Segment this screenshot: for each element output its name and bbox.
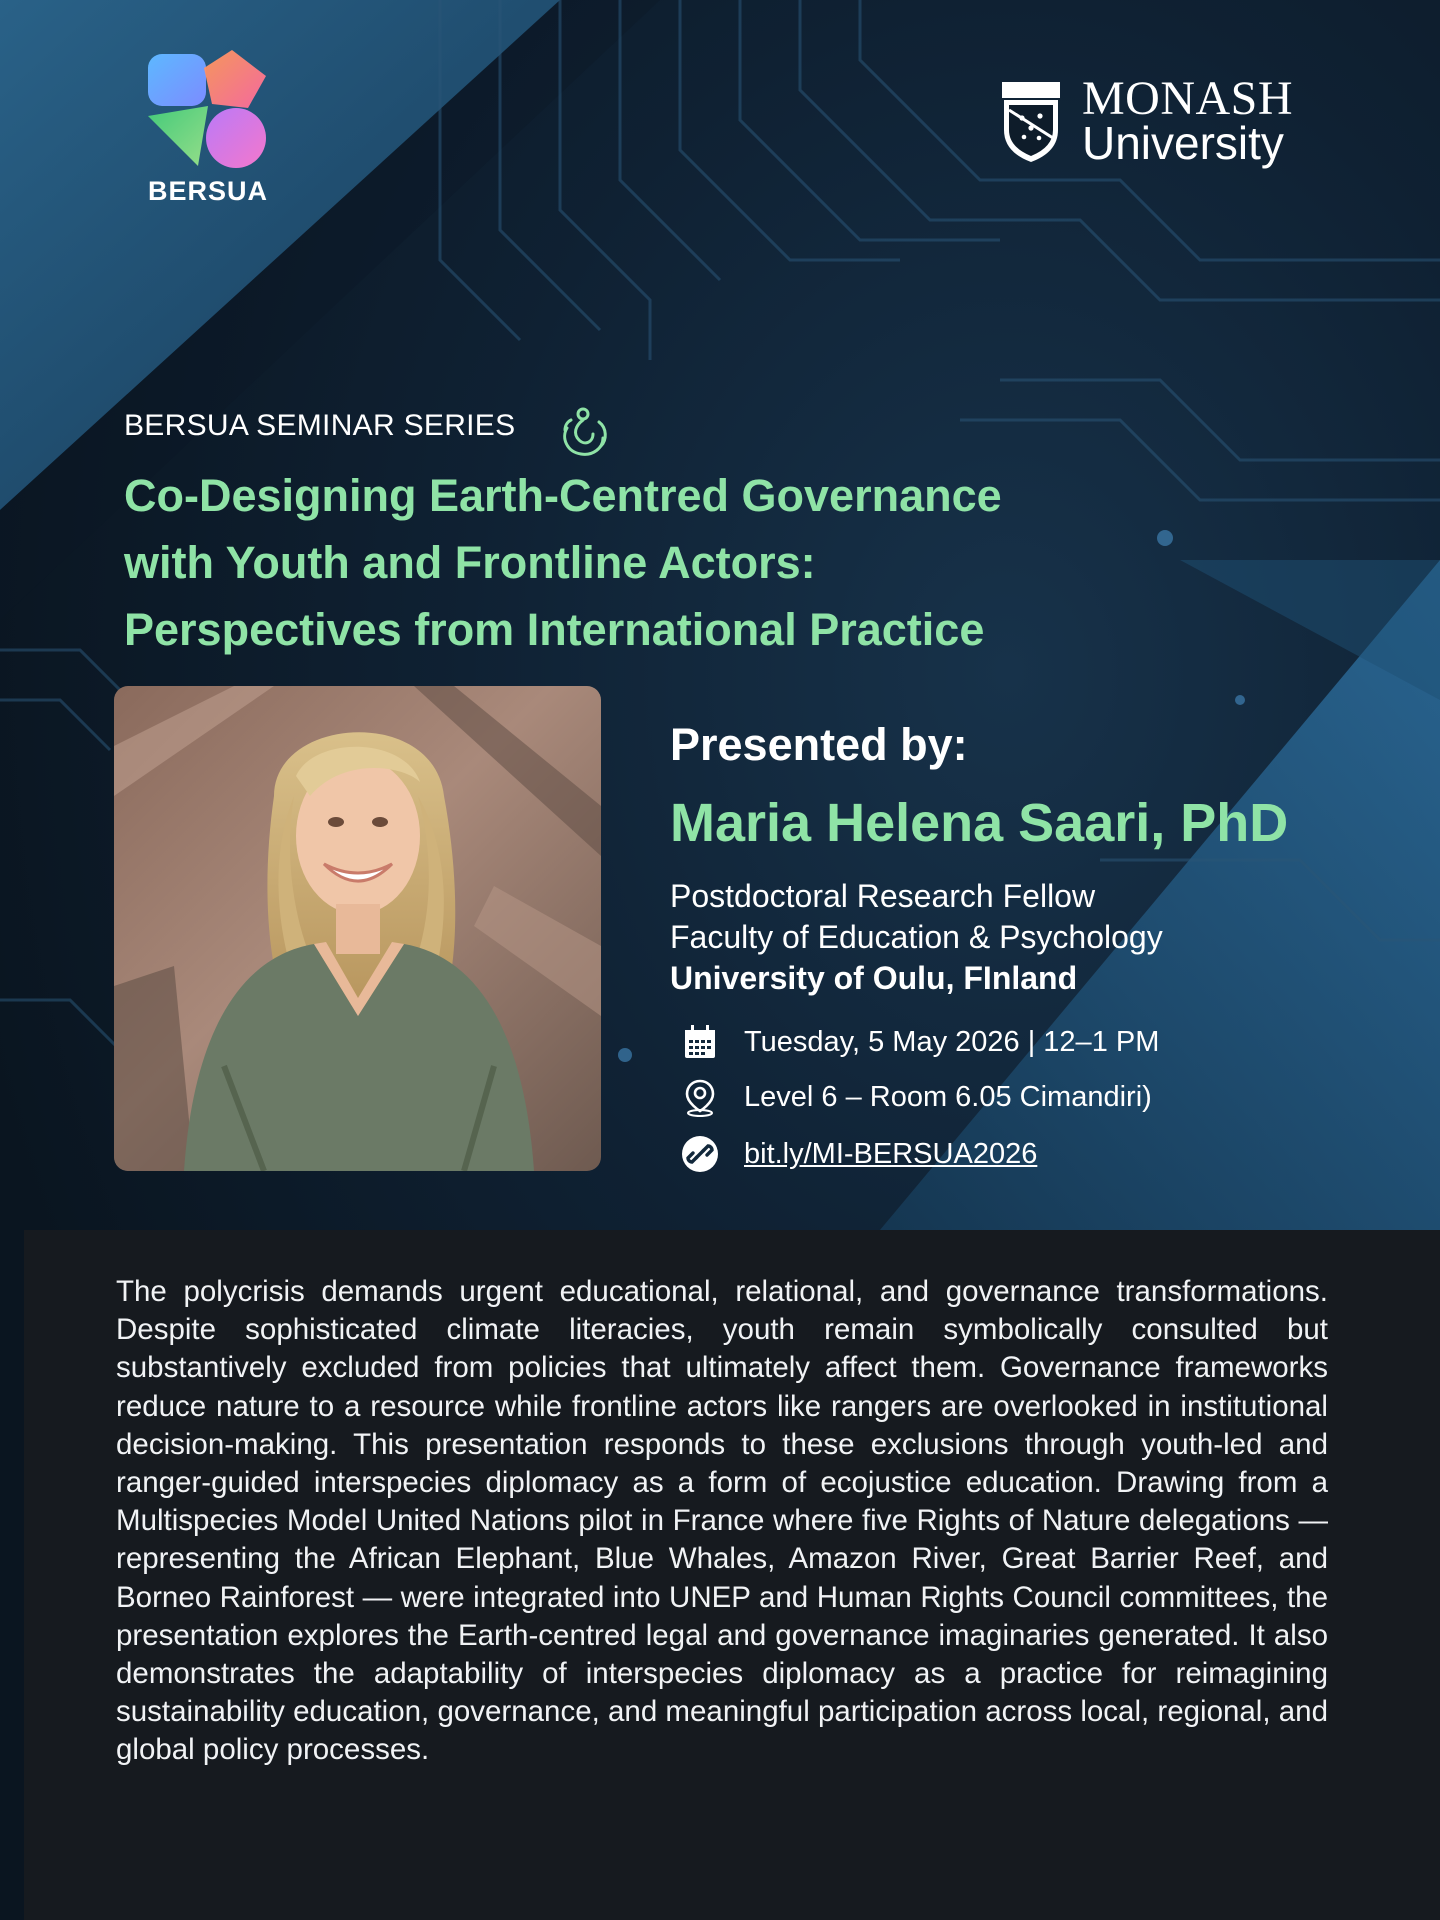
event-location: Level 6 – Room 6.05 Cimandiri) (744, 1081, 1152, 1113)
registration-link[interactable]: bit.ly/MI-BERSUA2026 (744, 1138, 1038, 1170)
speaker-portrait (114, 686, 601, 1171)
bersua-logo (138, 46, 278, 216)
title-line: Co-Designing Earth-Centred Governance (124, 470, 1002, 521)
event-date-row (680, 1017, 1280, 1067)
presenter-affiliation (670, 876, 1163, 999)
speaker-photo (114, 686, 601, 1171)
bersua-logo-text: BERSUA (147, 176, 268, 206)
presented-by-label: Presented by: (670, 719, 968, 770)
monash-university-logo (1000, 74, 1300, 170)
event-date-time: Tuesday, 5 May 2026 | 12–1 PM (744, 1026, 1160, 1058)
calendar-icon (680, 1022, 720, 1062)
event-location-row (680, 1072, 1280, 1122)
event-link-row (680, 1129, 1280, 1179)
seminar-title (124, 462, 1124, 663)
monash-logo-line1: MONASH (1082, 72, 1294, 125)
monash-logo-line2: University (1082, 117, 1284, 169)
title-line: Perspectives from International Practice (124, 604, 985, 655)
title-line: with Youth and Frontline Actors: (124, 537, 816, 588)
abstract-text: The polycrisis demands urgent educational, relational, and governance transformations. Despite sophisticated climate literacies, youth remain symbolically consulted but substantively excluded from policies that ultimately affect them. Governance frameworks reduce nature to a resource while frontline actors like rangers are overlooked in institutional decision-making. This presentation responds to these exclusions through youth-led and ranger-guided interspecies diplomacy as a form of ecojustice education. Drawing from a Multispecies Model United Nations pilot in France where five Rights of Nature delegations — representing the African Elephant, Blue Whales, Amazon River, Great Barrier Reef, and Borneo Rainforest — were integrated into UNEP and Human Rights Council committees, the presentation explores the Earth-centred legal and governance imaginaries generated. It also demonstrates the adaptability of interspecies diplomacy as a practice for reimagining sustainability education, governance, and meaningful participation across local, regional, and global policy processes. (116, 1275, 1328, 1767)
link-icon (680, 1134, 720, 1174)
leaf-hands-icon (553, 402, 613, 462)
presenter-position: Postdoctoral Research Fellow (670, 878, 1096, 914)
location-pin-icon (680, 1077, 720, 1117)
presenter-university: University of Oulu, FInland (670, 960, 1078, 996)
series-label: BERSUA SEMINAR SERIES (124, 409, 516, 442)
monash-crest-icon (1000, 80, 1062, 164)
presenter-faculty: Faculty of Education & Psychology (670, 919, 1163, 955)
bersua-logo-mark (138, 46, 278, 176)
presenter-name: Maria Helena Saari, PhD (670, 793, 1289, 853)
